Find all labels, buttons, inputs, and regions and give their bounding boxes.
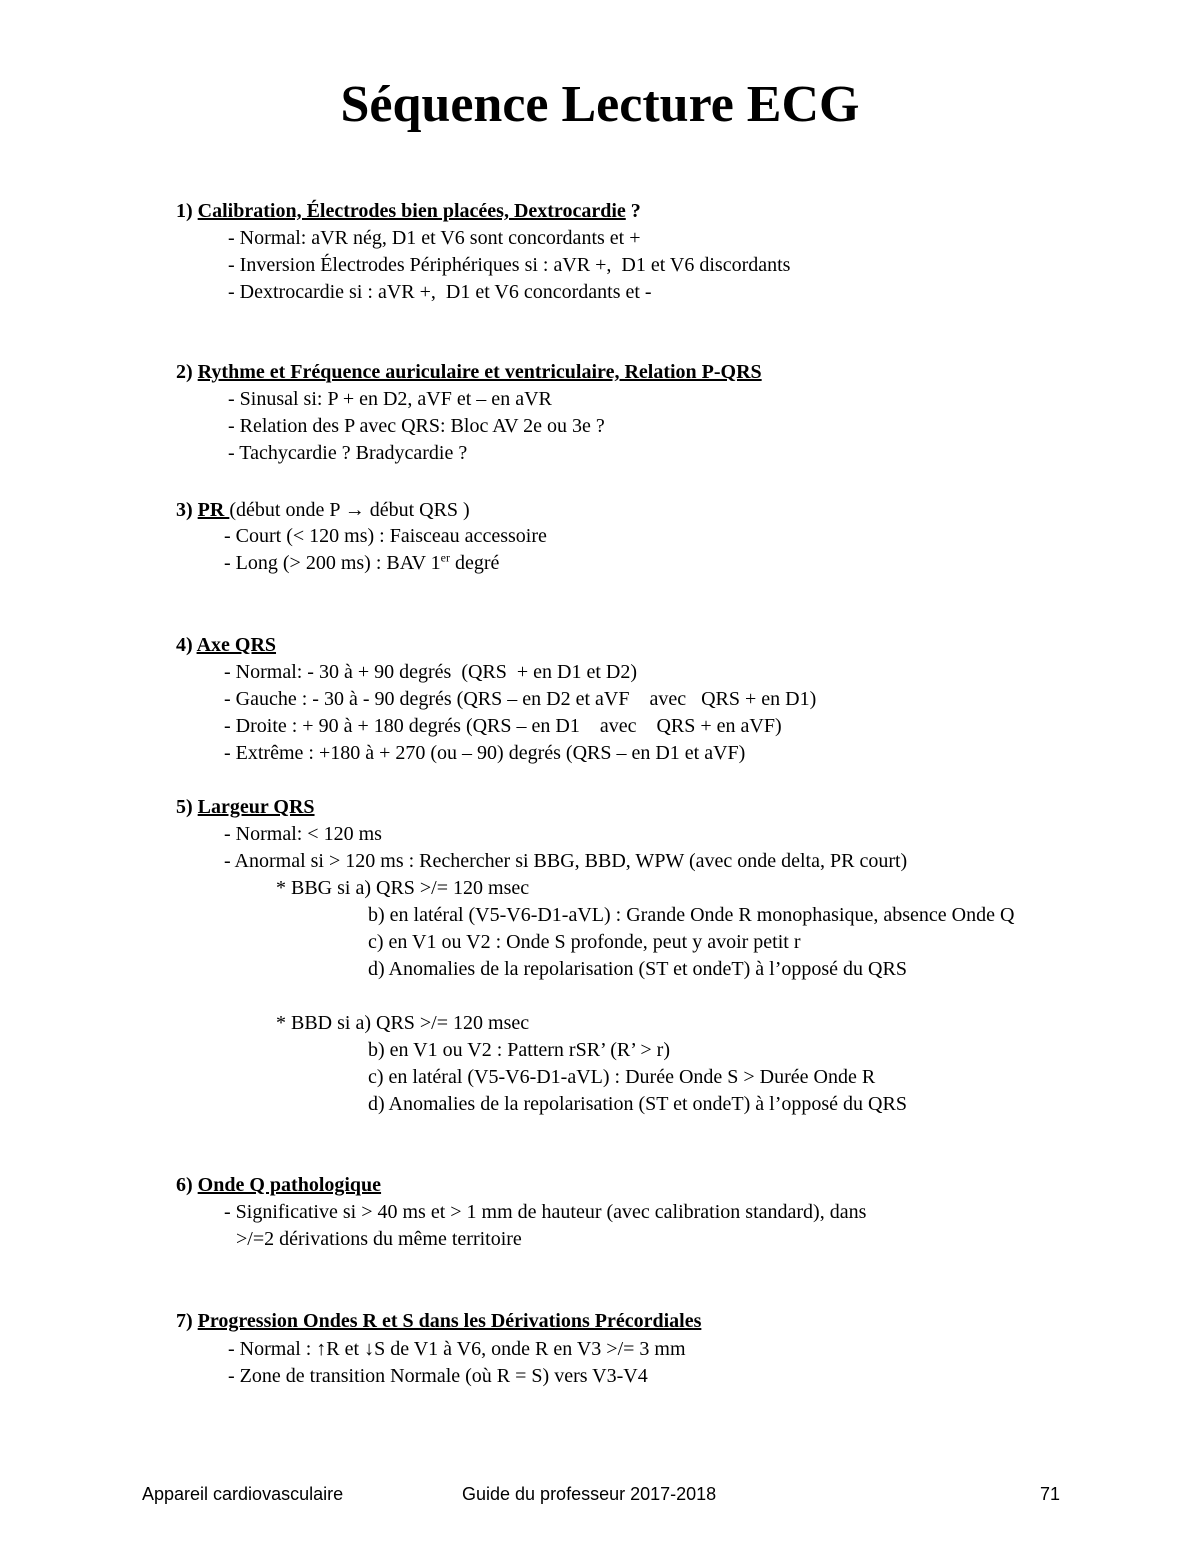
section-number: 1) <box>176 200 198 222</box>
list-item-text: degré <box>450 552 500 574</box>
list-item: - Relation des P avec QRS: Bloc AV 2e ou 3e ? <box>228 415 605 437</box>
section-number: 5) <box>176 796 198 818</box>
section-title: Largeur QRS <box>197 796 315 818</box>
section-title: Progression Ondes R et S dans les Dérivations Précordiales <box>197 1310 702 1332</box>
section-2-heading <box>176 359 762 385</box>
list-item <box>224 550 499 576</box>
list-item: d) Anomalies de la repolarisation (ST et ondeT) à l’opposé du QRS <box>368 958 907 980</box>
list-item: * BBD si a) QRS >/= 120 msec <box>276 1012 530 1034</box>
list-item: - Normal : ↑R et ↓S de V1 à V6, onde R en V3 >/= 3 mm <box>228 1338 686 1360</box>
section-3-heading <box>176 497 470 523</box>
list-item: - Court (< 120 ms) : Faisceau accessoire <box>224 525 547 547</box>
section-title: Rythme et Fréquence auriculaire et ventriculaire, Relation P-QRS <box>197 361 762 383</box>
section-title: Calibration, Électrodes bien placées, Dextrocardie <box>197 200 626 222</box>
list-item: - Anormal si > 120 ms : Rechercher si BBG, BBD, WPW (avec onde delta, PR court) <box>224 850 908 872</box>
list-item: - Droite : + 90 à + 180 degrés (QRS – en D1 avec QRS + en aVF) <box>224 715 782 737</box>
list-item: c) en latéral (V5-V6-D1-aVL) : Durée Onde S > Durée Onde R <box>368 1066 876 1088</box>
footer-course-name: Appareil cardiovasculaire <box>142 1484 344 1504</box>
section-title-suffix: ? <box>625 200 641 222</box>
list-item: - Sinusal si: P + en D2, aVF et – en aVR <box>228 388 552 410</box>
section-7-heading <box>176 1308 701 1334</box>
list-item: - Zone de transition Normale (où R = S) vers V3-V4 <box>228 1365 648 1387</box>
section-number: 7) <box>176 1310 198 1332</box>
section-6-heading <box>176 1172 381 1198</box>
section-4-heading <box>176 632 276 658</box>
list-item: d) Anomalies de la repolarisation (ST et ondeT) à l’opposé du QRS <box>368 1093 907 1115</box>
list-item: - Normal: < 120 ms <box>224 823 382 845</box>
section-number: 3) <box>176 499 198 521</box>
section-title-suffix: (début onde P → début QRS ) <box>229 499 470 521</box>
list-item: - Significative si > 40 ms et > 1 mm de hauteur (avec calibration standard), dans <box>224 1201 867 1223</box>
list-item: - Normal: - 30 à + 90 degrés (QRS + en D1 et D2) <box>224 661 638 683</box>
list-item: - Dextrocardie si : aVR +, D1 et V6 concordants et - <box>228 281 652 303</box>
superscript: er <box>440 550 450 565</box>
section-number: 4) <box>176 634 197 656</box>
page-number: 71 <box>1040 1484 1061 1504</box>
footer-guide-title: Guide du professeur 2017-2018 <box>462 1484 717 1504</box>
list-item: b) en V1 ou V2 : Pattern rSR’ (R’ > r) <box>368 1039 670 1061</box>
list-item: >/=2 dérivations du même territoire <box>236 1228 522 1250</box>
list-item: c) en V1 ou V2 : Onde S profonde, peut y avoir petit r <box>368 931 801 953</box>
section-1-heading <box>176 198 641 224</box>
section-number: 6) <box>176 1174 198 1196</box>
section-title: Onde Q pathologique <box>197 1174 382 1196</box>
page-title: Séquence Lecture ECG <box>340 76 860 133</box>
list-item: - Tachycardie ? Bradycardie ? <box>228 442 468 464</box>
section-title: PR <box>197 499 230 521</box>
section-5-heading <box>176 794 315 820</box>
section-number: 2) <box>176 361 198 383</box>
list-item: * BBG si a) QRS >/= 120 msec <box>276 877 530 899</box>
list-item: - Extrême : +180 à + 270 (ou – 90) degrés (QRS – en D1 et aVF) <box>224 742 746 764</box>
list-item: - Inversion Électrodes Périphériques si : aVR +, D1 et V6 discordants <box>228 254 791 276</box>
section-title: Axe QRS <box>196 634 277 656</box>
list-item-text: - Long (> 200 ms) : BAV 1 <box>224 552 441 574</box>
list-item: - Gauche : - 30 à - 90 degrés (QRS – en D2 et aVF avec QRS + en D1) <box>224 688 817 710</box>
list-item: b) en latéral (V5-V6-D1-aVL) : Grande Onde R monophasique, absence Onde Q <box>368 904 1015 926</box>
list-item: - Normal: aVR nég, D1 et V6 sont concordants et + <box>228 227 641 249</box>
